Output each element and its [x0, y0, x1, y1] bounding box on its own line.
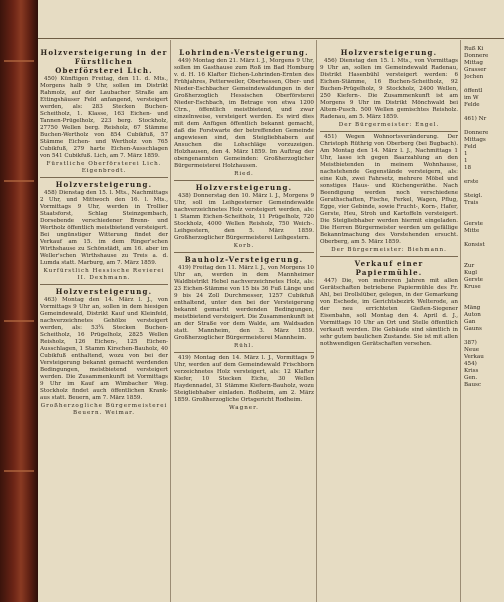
column-3	[320, 46, 458, 602]
cropped-line: 461) Nr	[464, 116, 487, 122]
column-4-cropped	[464, 46, 504, 602]
notice-signature: Der Bürgermeister: Engel.	[338, 122, 440, 128]
notice-signature: Rühl.	[234, 343, 254, 349]
cropped-line	[464, 109, 504, 116]
cropped-line: Steigl.	[464, 193, 483, 199]
cropped-line	[464, 291, 504, 298]
cropped-line: Jochen	[464, 74, 484, 80]
column-rule	[170, 40, 171, 602]
notice-body: 447) Die, von mehreren Jahren mit allen Gerätschaften betriebene Papiermühle des Fr. Ahl, bei Drollslüber, gelegen, in der Gemarkung von Eschede, im Gerichtsbezirk Welterode, an der neu errichteten Gießen-Siegener Eisenbahn, soll Montag den 4. April d. J., Vormittags 10 Uhr an Ort und Stelle öffentlich verkauft werden. Die Gebäude sind sämtlich in sehr gutem baulichen Zustande. Sie ist mit allen nothwendigen Gerätschaften versehen.	[320, 278, 458, 347]
cropped-line	[464, 249, 504, 256]
column-2	[174, 46, 314, 602]
cropped-line: Gen.	[464, 375, 478, 381]
cropped-line: Mitte	[464, 228, 480, 234]
cropped-line: erste	[464, 179, 479, 185]
cropped-line: öffentl	[464, 88, 483, 94]
notice-body: 463) Montag den 14. März l. J., von Vormittags 9 Uhr an, sollen in dem hiesigen Gemeindewald, Distrikt Kauf und Kleinfeld, nachverzeichnetes Gehölze versteigert werden, als: 53¾ Stecken Buchen-Scheitholz, 16 Prügelholz, 2825 Wellen Reisholz, 126 Eichen-, 125 Eichen-Ausschlagen, 1 Stamm Kirschen-Bauholz, 40 Cubikfuß enthaltend, wozu von bei der Versteigerung bekannt gemacht werdenden Bedingungen, meistbietend versteigert werden. Die Zusammenkunft ist Vormittags 9 Uhr im Kauf am Wimbacher Weg. Stockholz findet auch öffentlichen Krank- aus statt. Beuern, am 7. März 1859.	[40, 297, 168, 401]
cropped-line: Feld	[464, 144, 477, 150]
column-rule	[316, 40, 317, 602]
cropped-line: Bausc	[464, 382, 482, 388]
cropped-line: Mittags	[464, 137, 486, 143]
notice-heading: Holzversteigerung.	[340, 48, 438, 57]
notice-heading: Holzversteigerung.	[55, 180, 153, 189]
top-rule	[38, 38, 504, 39]
notice-separator	[40, 284, 168, 285]
cropped-line: 454)	[464, 361, 477, 367]
notice-heading: Holzversteigerung in der Fürstlichen Oberförsterei Lich.	[40, 48, 168, 75]
cropped-line: Felde	[464, 102, 480, 108]
notice-signature: Großherzogliche Bürgermeisterei Beuern. Weimar.	[40, 403, 168, 416]
notice-separator	[320, 131, 458, 132]
notice-separator	[174, 180, 314, 181]
notice-heading: Holzversteigerung.	[55, 287, 153, 296]
cropped-line: 1	[464, 151, 468, 157]
column-1	[40, 46, 168, 602]
cropped-line: Grasser	[464, 67, 487, 73]
notice-heading: Verkauf einer Papiermühle.	[354, 259, 424, 277]
cropped-line	[464, 172, 504, 179]
cropped-line: Neue	[464, 347, 480, 353]
notice-body: 451) Wegen Wohnortsveränderung. Der Christoph Rüthrig von Oberberg (bei Bugbach). Am Montag den 14. März l. J., Nachmittags 1 Uhr, lasse ich gegen Baarzahlung an den Meistbietenden in meinem Wohnhause, nachstehende Gegenstände versteigern, als: eine Kuh, zwei Fahrsetz, mehrere Möbel und sonstiges Haus- und Küchengeräthe. Nach Beendigung werden noch verschiedene Gerathschaften, Fische, Ferkel, Wagen, Pflug, Egge, vier Gebinde, sowie Frucht-, Korn-, Hafer, Gerste, Heu, Stroh und Kartoffeln versteigert. Die Steigliebhaber werden hiermit eingeladen. Die Herren Bürgermeister werden um gefällige Bekanntmachung des Vorstehenden ersucht. Oberberg, am 5. März 1859.	[320, 134, 458, 245]
cropped-line	[464, 256, 504, 263]
cropped-line: Donnere	[464, 53, 489, 59]
cropped-line: Gauns	[464, 326, 482, 332]
cropped-line: Mittag	[464, 60, 483, 66]
notice-signature: Ried.	[234, 171, 254, 177]
cropped-line	[464, 207, 504, 214]
book-spine	[0, 0, 38, 602]
cropped-line: Gerste	[464, 277, 483, 283]
notice-body: 458) Dienstag den 15. l. Mts., Nachmittags 2 Uhr, und Mittwoch den 16. l. Mts., Vormittags 9 Uhr, werden in Trollier Staatsforst, Schlag Steinzgembach, Dorsebende verschiedener Brenn- und Wertholz öffentlich meistbietend versteigert. Bei ungünstiger Witterung findet der Verkauf am 15. im dem Ringer'schen Wirthshause zu Schönstädt, am 16. aber im Weller'schen Wirthshause zu Treis a. d. Lumda statt. Marburg, am 7. März 1859.	[40, 190, 168, 266]
notice-signature: Kurfürstlich Hessische Revierei II. Dexhmann.	[43, 268, 165, 281]
cropped-line: 1	[464, 158, 468, 164]
notice-body: 419) Freitag den 11. März l. J., von Morgens 10 Uhr an, werden in dem Mannheimer Waldbistrikt Hebel nachverzeichnetes Holz, als: 23 Eichen-Stämme von 15 bis 36 Fuß Länge und 9 bis 24 Zoll Durchmesser, 1257 Cubikfuß enthaltend, unter den bei der Versteigerung bekannt gemacht werdenden Bedingungen, meistbietend versteigert. Die Zusammenkunft ist an der Straße vor dem Walde, am Waldsaden statt. Mannheim, den 3. März 1859. Großherzoglicher Bürgermeisterei Mannheim.	[174, 265, 314, 341]
notice-body: 438) Donnerstag den 10. März l. J., Morgens 9 Uhr, soll im Leihgesterner Gemeindewalde nachverzeichnetes Holz versteigert werden, als: 1 Stamm Eichen-Scheitholz, 11 Prügelholz, 720 Stockholz, 4000 Wellen Reisholz, 750 Weich-. Leihgestern, den 5. März 1859. Großherzoglicher Bürgermeisterei Leihgestern.	[174, 193, 314, 241]
cropped-line: Donnere	[464, 130, 489, 136]
cropped-line	[464, 214, 504, 221]
cropped-line: Auton	[464, 312, 481, 318]
notice-signature: Wagner.	[229, 405, 259, 411]
cropped-line: Gerste	[464, 221, 483, 227]
cropped-line: Verkau	[464, 354, 484, 360]
column-rule	[460, 40, 461, 602]
cropped-line: im W	[464, 95, 479, 101]
notice-body: 450) Künftigen Freitag, den 11. d. Mts., Morgens halb 9 Uhr, sollen im Distrikt Rahmolz, auf der Laubacher Straße am Ettingshäuser Feld anfangend, versteigert werden, als: 283 Stecken Buchen-Scheitholz, 1. Klasse, 163 Eichen- und Tannen-Prügelholz, 223 berg. Stockholz, 27750 Wellen berg. Reisholz, 67 Stämme Buchen-Wertholz von 854 Cubikfuß, 57 Stämme Eichen- und Wertholz von 765 Cubikfuß, 279 harte Eichen-Ausschlagen von 541 Cubikfuß. Lich, am 7. März 1859.	[40, 76, 168, 159]
cropped-line	[464, 123, 504, 130]
cropped-line: Trais	[464, 200, 479, 206]
cropped-line: Kruse	[464, 284, 481, 290]
notice-separator	[174, 352, 314, 353]
cropped-line: Kriss	[464, 368, 479, 374]
notice-body: 456) Dienstag den 15. l. Mts., von Vormittags 9 Uhr an, sollen im Gemeindewald Radenau, Distrikt Hasenbühl versteigert werden: 6 Eichen-Stämme, 16 Buchen-Scheitholz, 92 Buchen-Prügelholz, 9 Stockholz, 2400 Wellen, 250 Kiefern-. Die Zusammenkunft ist am Morgens 9 Uhr im Distrikt Mönchwald bei Altem-Pusch. 500 Wellen gemischtes Reisholz. Radenau, am 5. März 1859.	[320, 58, 458, 120]
cropped-line: Ruß Ki	[464, 46, 484, 52]
notice-signature: Der Bürgermeister: Biehmann.	[331, 247, 447, 253]
cropped-line: 18	[464, 165, 472, 171]
cropped-line: 387)	[464, 340, 477, 346]
cropped-line: Gan	[464, 319, 476, 325]
cropped-line	[464, 186, 504, 193]
cropped-line: Konsist	[464, 242, 485, 248]
cropped-line: Mäng	[464, 305, 481, 311]
cropped-line	[464, 333, 504, 340]
cropped-line	[464, 298, 504, 305]
notice-separator	[320, 256, 458, 257]
cropped-line	[464, 235, 504, 242]
notice-separator	[174, 252, 314, 253]
notice-heading: Holzversteigerung.	[195, 183, 293, 192]
notice-body: 449) Montag den 21. März l. J., Morgens 9 Uhr, sollen im Gasthause zum Roß im Bad Homburg v. d. H. 16 Klafter Eichen-Lohrinden-Ernten des Frühjahres, Petterweiler, Oberhessen, Ober- und Nieder-Eschbacher Gemeindewaldungen in der Großherzoglich Hessischen Oberförsterei Nieder-Eschbach, im Betrage von etwa 1200 Ctrn., öffentlich meistbietend, und zwar einzelnweise, versteigert werden. Es wird dies mit dem Anfügen öffentlich bekannt gemacht, daß die Forstwarte der betreffenden Gemeinde angewiesen sind, den Steigliebhabern auf Ansuchen die Lohschläge vorzuzeigen. Holzhausen, den 4. März 1859. Im Auftrag der obengenannten Gemeinden: Großherzoglicher Bürgermeisterei Holzhausen.	[174, 58, 314, 169]
notice-signature: Korb.	[233, 243, 255, 249]
cropped-line	[464, 81, 504, 88]
notice-body: 419) Montag den 14. März l. J., Vormittags 9 Uhr, werden auf dem Gemeindewald Frischborn verzeichnetes Holz versteigert, als: 12 Klafter Kiefer, 10 Stecken Eiche, 30 Wellen Haydennadel, 31 Stämme Kiefern-Bauholz, wozu Steigliebhaber einladen. Roßheim, am 2. März 1859. Großherzogliche Ortsgericht Rodheim.	[174, 355, 314, 403]
notice-heading: Lohrinden-Versteigerung.	[179, 48, 309, 57]
notice-signature: Fürstliche Oberförsterei Lich. Eigenbrodt.	[46, 161, 162, 174]
cropped-line: Kugl	[464, 270, 478, 276]
newspaper-page	[38, 0, 504, 602]
notice-separator	[40, 177, 168, 178]
cropped-line: Zur	[464, 263, 475, 269]
notice-heading: Bauholz-Versteigerung.	[184, 255, 304, 264]
